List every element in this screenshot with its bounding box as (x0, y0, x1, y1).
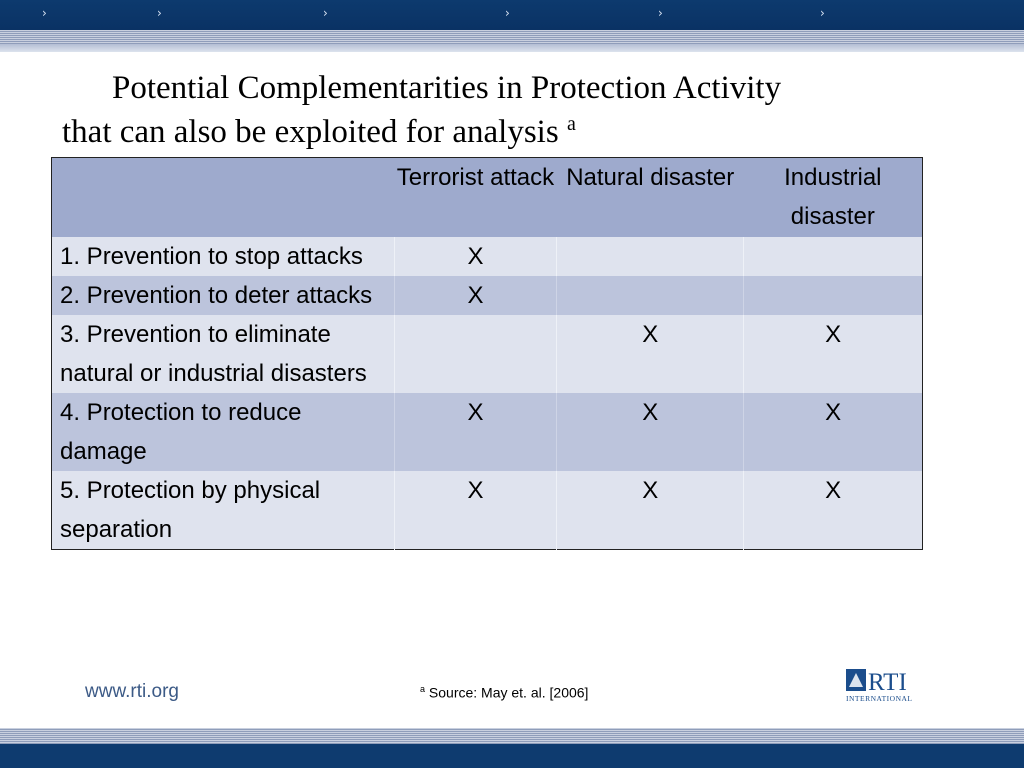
cell-natural (557, 237, 744, 276)
table-row (52, 237, 923, 276)
cell-natural: X (557, 315, 744, 393)
logo-subtext: INTERNATIONAL (846, 694, 913, 703)
table-row (52, 393, 923, 471)
top-stripe-highlight (0, 44, 1024, 52)
row-label: 2. Prevention to deter attacks (60, 281, 373, 309)
row-label: 5. Protection by physical separation (60, 476, 321, 543)
chevron-right-icon: › (820, 6, 825, 20)
chevron-right-icon: › (157, 6, 162, 20)
row-label: 1. Prevention to stop attacks (60, 242, 363, 270)
cell-terrorist: X (394, 393, 557, 471)
header-cell-industrial: Industrial disaster (784, 164, 882, 230)
source-footnote-marker: a (420, 684, 426, 694)
cell-industrial: X (744, 393, 923, 471)
slide-title (62, 66, 942, 154)
cell-natural: X (557, 393, 744, 471)
table-row (52, 276, 923, 315)
cell-industrial: X (744, 315, 923, 393)
chevron-right-icon: › (323, 6, 328, 20)
footer-url[interactable]: www.rti.org (85, 681, 179, 702)
chevron-right-icon: › (42, 6, 47, 20)
source-note (420, 684, 588, 701)
cell-terrorist: X (394, 237, 557, 276)
table-row (52, 471, 923, 550)
header-cell-natural: Natural disaster (566, 164, 735, 191)
title-line-1: Potential Complementarities in Protection Activity (112, 70, 782, 106)
bottom-banner (0, 744, 1024, 768)
rti-logo (846, 667, 926, 703)
title-footnote-marker: a (566, 113, 576, 135)
chevron-right-icon: › (658, 6, 663, 20)
cell-terrorist: X (394, 276, 557, 315)
source-text: Source: May et. al. [2006] (428, 684, 589, 701)
header-cell-terrorist: Terrorist attack (396, 164, 555, 191)
cell-natural (557, 276, 744, 315)
row-label: 3. Prevention to eliminate natural or industrial disasters (60, 320, 367, 387)
chevron-right-icon: › (505, 6, 510, 20)
header-cell-empty (52, 158, 395, 237)
row-label: 4. Protection to reduce damage (60, 398, 302, 465)
table-row (52, 315, 923, 393)
cell-natural: X (557, 471, 744, 550)
title-line-2: that can also be exploited for analysis (62, 114, 559, 150)
cell-industrial: X (744, 471, 923, 550)
cell-terrorist (394, 315, 557, 393)
top-banner (0, 0, 1024, 30)
complementarities-table (51, 157, 923, 550)
cell-industrial (744, 276, 923, 315)
logo-text: RTI (868, 669, 907, 696)
cell-terrorist: X (394, 471, 557, 550)
table-header-row (52, 158, 923, 237)
cell-industrial (744, 237, 923, 276)
